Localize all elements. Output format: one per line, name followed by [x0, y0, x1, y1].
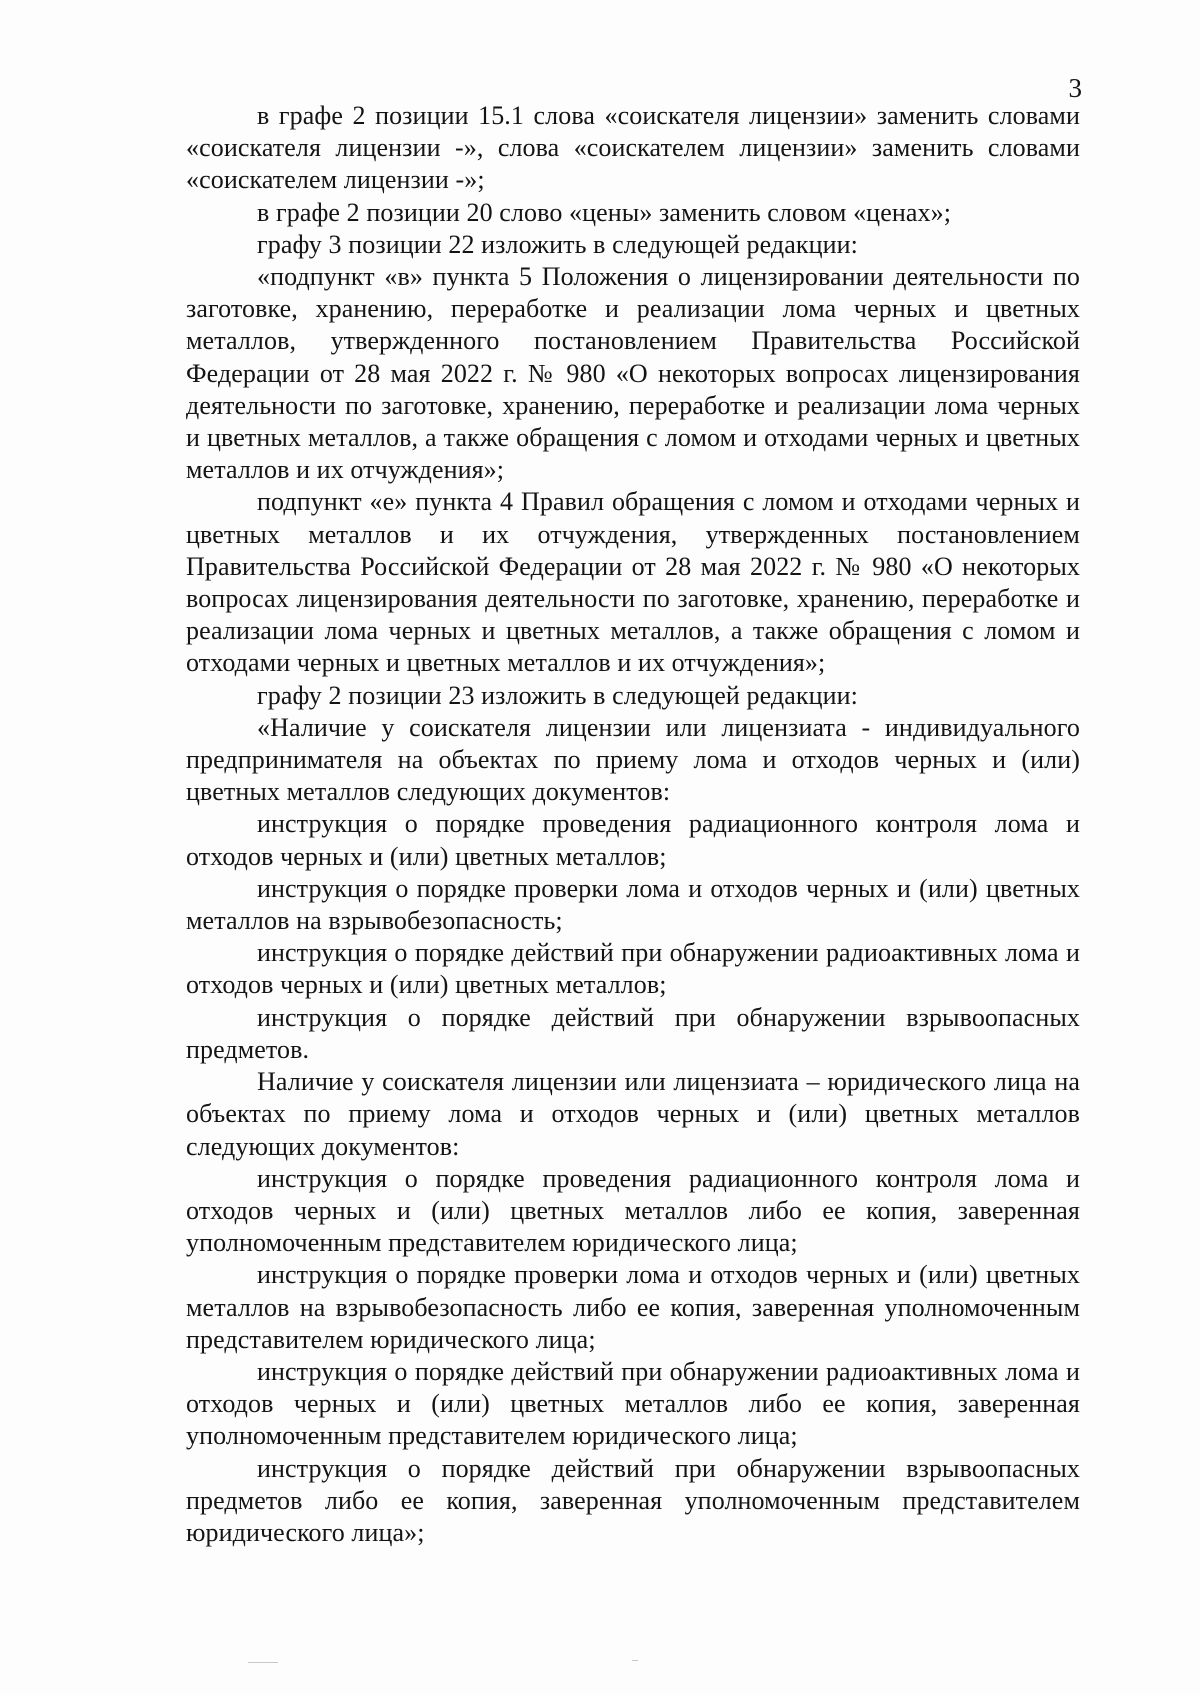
page-number: 3 — [1068, 73, 1082, 103]
document-body — [186, 100, 1080, 1549]
paragraph-amend-22-intro: графу 3 позиции 22 изложить в следующей редакции: — [257, 229, 858, 259]
paragraph-ip-instruction-explosive: инструкция о порядке действий при обнаружении взрывоопасных предметов. — [186, 1002, 1080, 1064]
paragraph-legal-entity-documents: Наличие у соискателя лицензии или лицензиата – юридического лица на объектах по приему лома и отходов черных и (или) цветных металлов следующих документов: — [186, 1067, 1080, 1161]
paragraph-le-instruction-explosive: инструкция о порядке действий при обнаружении взрывоопасных предметов либо ее копия, заверенная уполномоченным представителем юридического лица»; — [186, 1453, 1080, 1547]
scan-artifact — [248, 1662, 278, 1663]
paragraph-amend-22-subpoint-e: подпункт «е» пункта 4 Правил обращения с ломом и отходами черных и цветных металлов и их отчуждения, утвержденных постановлением Правительства Российской Федерации от 28 мая 2022 г. № 980 «О некоторых вопросах лицензирования деятельности по заготовке, хранению, переработке и реализации лома черных и цветных металлов, а также обращения с ломом и отходами черных и цветных металлов и их отчуждения»; — [186, 487, 1080, 678]
paragraph-amend-22-subpoint-v: «подпункт «в» пункта 5 Положения о лицензировании деятельности по заготовке, хранению, переработке и реализации лома черных и цветных металлов, утвержденного постановлением Правительства Российской Федерации от 28 мая 2022 г. № 980 «О некоторых вопросах лицензирования деятельности по заготовке, хранению, переработке и реализации лома черных и цветных металлов, а также обращения с ломом и отходами черных и цветных металлов и их отчуждения»; — [186, 262, 1080, 485]
paragraph-ip-instruction-radioactive: инструкция о порядке действий при обнаружении радиоактивных лома и отходов черных и (или) цветных металлов; — [186, 938, 1080, 1000]
paragraph-ip-documents: «Наличие у соискателя лицензии или лицензиата - индивидуального предпринимателя на объектах по приему лома и отходов черных и (или) цветных металлов следующих документов: — [186, 712, 1080, 807]
paragraph-amend-20: в графе 2 позиции 20 слово «цены» заменить словом «ценах»; — [257, 197, 952, 227]
paragraph-amend-23-intro: графу 2 позиции 23 изложить в следующей редакции: — [257, 680, 858, 710]
paragraph-le-instruction-explosion-check: инструкция о порядке проверки лома и отходов черных и (или) цветных металлов на взрывобезопасность либо ее копия, заверенная уполномоченным представителем юридического лица; — [186, 1260, 1080, 1354]
paragraph-le-instruction-radiation: инструкция о порядке проведения радиационного контроля лома и отходов черных и (или) цветных металлов либо ее копия, заверенная уполномоченным представителем юридического лица; — [186, 1163, 1080, 1258]
scan-artifact — [632, 1660, 638, 1661]
paragraph-ip-instruction-explosion-check: инструкция о порядке проверки лома и отходов черных и (или) цветных металлов на взрывобезопасность; — [186, 873, 1080, 936]
paragraph-amend-15-1: в графе 2 позиции 15.1 слова «соискателя лицензии» заменить словами «соискателя лицензии -», слова «соискателем лицензии» заменить словами «соискателем лицензии -»; — [186, 101, 1080, 195]
paragraph-le-instruction-radioactive: инструкция о порядке действий при обнаружении радиоактивных лома и отходов черных и (или) цветных металлов либо ее копия, заверенная уполномоченным представителем юридического лица; — [186, 1356, 1080, 1451]
paragraph-ip-instruction-radiation: инструкция о порядке проведения радиационного контроля лома и отходов черных и (или) цветных металлов; — [186, 809, 1080, 871]
